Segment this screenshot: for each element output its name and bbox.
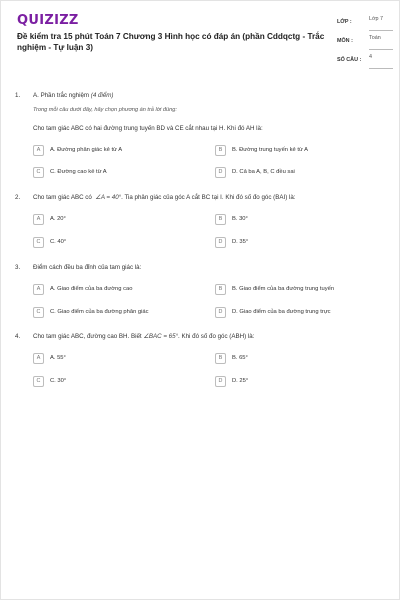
question-count-value: 4	[369, 53, 393, 69]
option-b[interactable]	[215, 143, 308, 157]
option-letter-box: C	[33, 376, 44, 387]
quizizz-logo[interactable]: QUIZIZZ	[17, 13, 79, 28]
option-text: A. Đường phân giác kẻ từ A	[50, 147, 123, 153]
question-number: 3.	[15, 264, 21, 271]
question-number: 2.	[15, 194, 21, 201]
option-letter-box: A	[33, 145, 44, 156]
angle-formula: ∠A = 40°	[95, 194, 122, 201]
worksheet-meta	[337, 15, 400, 72]
option-letter-box: C	[33, 167, 44, 178]
meta-subject-row	[337, 34, 400, 53]
option-d[interactable]	[215, 374, 248, 388]
question-text-end: . Khi đó số đo góc (ABH) là:	[178, 333, 255, 340]
option-letter-box: A	[33, 353, 44, 364]
option-a[interactable]	[33, 351, 66, 365]
question-text-start: Cho tam giác ABC, đường cao BH. Biết	[33, 333, 142, 340]
option-letter-box: D	[215, 307, 226, 318]
option-letter-box: B	[215, 145, 226, 156]
option-letter-box: A	[33, 214, 44, 225]
option-b[interactable]	[215, 351, 248, 365]
question-count-label: SỐ CÂU :	[337, 57, 362, 63]
option-a[interactable]	[33, 212, 66, 226]
option-text: C. Đường cao kẻ từ A	[50, 169, 107, 175]
option-d[interactable]	[215, 305, 331, 319]
option-text: D. Giao điểm của ba đường trung trực	[232, 309, 331, 315]
option-letter-box: B	[215, 214, 226, 225]
worksheet-header	[17, 13, 387, 75]
question-number: 4.	[15, 333, 21, 340]
question-text	[33, 333, 254, 340]
part-title: A. Phần trắc nghiệm	[33, 92, 90, 99]
class-label: LỚP :	[337, 19, 352, 25]
worksheet-title: Đề kiểm tra 15 phút Toán 7 Chương 3 Hình học có đáp án (phần Cddqctg - Trắc nghiệm - Tự luận 3)	[17, 32, 325, 52]
question-text-start: Cho tam giác ABC có	[33, 194, 92, 201]
option-b[interactable]	[215, 282, 334, 296]
option-a[interactable]	[33, 143, 122, 157]
option-letter-box: D	[215, 376, 226, 387]
option-c[interactable]	[33, 305, 149, 319]
option-letter-box: C	[33, 307, 44, 318]
question-text	[33, 194, 296, 201]
option-text: D. 25°	[232, 378, 249, 384]
part-instruction: Trong mỗi câu dưới đây, hãy chọn phương án trả lời đúng:	[33, 107, 177, 113]
option-c[interactable]	[33, 374, 66, 388]
option-text: C. Giao điểm của ba đường phân giác	[50, 309, 149, 315]
option-letter-box: B	[215, 284, 226, 295]
option-a[interactable]	[33, 282, 132, 296]
question-text-end: . Tia phân giác của góc A cắt BC tại I. Khi đó số đo góc (BAI) là:	[121, 194, 296, 201]
subject-label: MÔN :	[337, 38, 353, 44]
option-c[interactable]	[33, 235, 66, 249]
option-letter-box: D	[215, 237, 226, 248]
option-letter-box: A	[33, 284, 44, 295]
part-number: 1.	[15, 92, 21, 99]
option-text: D. Cả ba A, B, C đều sai	[232, 169, 295, 175]
option-d[interactable]	[215, 235, 248, 249]
option-text: B. Giao điểm của ba đường trung tuyến	[232, 286, 335, 292]
option-text: A. Giao điểm của ba đường cao	[50, 286, 133, 292]
option-text: B. Đường trung tuyến kẻ từ A	[232, 147, 309, 153]
option-text: A. 55°	[50, 355, 66, 361]
meta-count-row	[337, 53, 400, 72]
option-b[interactable]	[215, 212, 248, 226]
meta-class-row	[337, 15, 400, 34]
option-text: D. 35°	[232, 239, 249, 245]
subject-value: Toán	[369, 34, 393, 50]
option-letter-box: C	[33, 237, 44, 248]
option-text: C. 30°	[50, 378, 67, 384]
option-letter-box: D	[215, 167, 226, 178]
option-c[interactable]	[33, 165, 107, 179]
part-title-line	[33, 92, 114, 99]
option-text: B. 65°	[232, 355, 248, 361]
option-text: A. 20°	[50, 216, 66, 222]
option-d[interactable]	[215, 165, 295, 179]
angle-formula: ∠BAC = 65°	[143, 333, 179, 340]
option-text: B. 30°	[232, 216, 248, 222]
option-text: C. 40°	[50, 239, 67, 245]
question-text: Cho tam giác ABC có hai đường trung tuyến BD và CE cắt nhau tại H. Khi đó AH là:	[33, 125, 263, 132]
option-letter-box: B	[215, 353, 226, 364]
question-text: Điểm cách đều ba đỉnh của tam giác là:	[33, 264, 142, 271]
class-value: Lớp 7	[369, 15, 393, 31]
part-points: (4 điểm)	[90, 92, 114, 99]
